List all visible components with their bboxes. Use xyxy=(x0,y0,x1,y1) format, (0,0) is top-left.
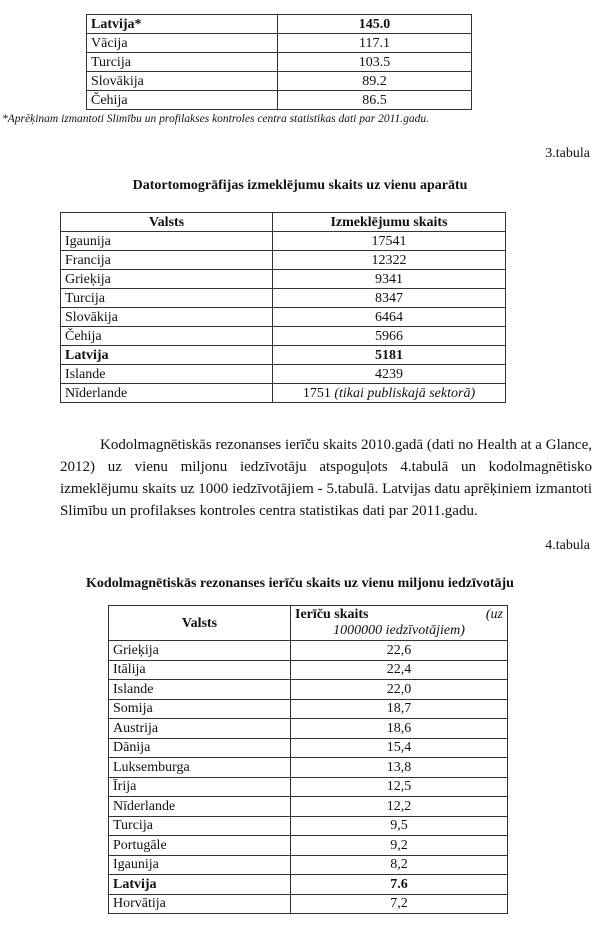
value: 7.6 xyxy=(390,876,408,892)
table-row xyxy=(109,836,508,856)
table-row xyxy=(61,289,506,308)
value: 86.5 xyxy=(362,92,387,108)
table-2-continued xyxy=(86,14,472,110)
value-cell xyxy=(273,365,506,384)
country-cell: Čehija xyxy=(61,327,273,346)
header-country: Valsts xyxy=(61,213,273,232)
table-row xyxy=(61,270,506,289)
value-cell xyxy=(291,816,508,836)
country-cell: Islande xyxy=(61,365,273,384)
country-cell: Slovākija xyxy=(61,308,273,327)
table-row xyxy=(109,699,508,719)
table-row xyxy=(87,91,472,110)
header-count-label: Ierīču skaits xyxy=(295,607,369,622)
country-cell: Luksemburga xyxy=(109,758,291,778)
table-row xyxy=(87,72,472,91)
value-cell xyxy=(273,232,506,251)
value: 5181 xyxy=(375,347,403,363)
country-cell: Īrija xyxy=(109,777,291,797)
table-4-title: Kodolmagnētiskās rezonanses ierīču skaits uz vienu miljonu iedzīvotāju xyxy=(86,576,514,591)
country-cell: Turcija xyxy=(61,289,273,308)
value-cell xyxy=(291,699,508,719)
value-cell xyxy=(291,660,508,680)
value-cell xyxy=(291,719,508,739)
table-row xyxy=(61,327,506,346)
value: 13,8 xyxy=(386,759,412,775)
table-row xyxy=(61,346,506,365)
body-paragraph: Kodolmagnētiskās rezonanses ierīču skaits 2010.gadā (dati no Health at a Glance, 2012) uz vienu miljonu iedzīvotāju atspoguļots 4.tabulā un kodolmagnētisko izmeklējumu skaits uz 1000 iedzīvotājiem - 5.tabulā. Latvijas datu aprēķiniem izmantoti Slimību un profilakses kontroles centra statistikas dati par 2011.gadu. xyxy=(60,437,592,519)
value-cell xyxy=(273,346,506,365)
table-row xyxy=(61,251,506,270)
country-cell: Grieķija xyxy=(61,270,273,289)
value-cell xyxy=(291,875,508,895)
table-row xyxy=(109,855,508,875)
country-cell: Latvija xyxy=(61,346,273,365)
header-unit-b: 1000000 iedzīvotājiem) xyxy=(333,623,465,638)
country-cell: Dānija xyxy=(109,738,291,758)
country-cell: Francija xyxy=(61,251,273,270)
value-cell xyxy=(291,680,508,700)
table-3-title: Datortomogrāfijas izmeklējumu skaits uz vienu aparātu xyxy=(132,178,468,193)
value: 18,6 xyxy=(386,720,412,736)
table-row xyxy=(109,738,508,758)
country-cell: Horvātija xyxy=(109,894,291,914)
country-cell: Turcija xyxy=(87,53,278,72)
value: 17541 xyxy=(371,233,407,249)
country-cell: Turcija xyxy=(109,816,291,836)
value: 5966 xyxy=(375,328,403,344)
value-cell xyxy=(273,308,506,327)
value-cell xyxy=(291,894,508,914)
value-cell xyxy=(273,251,506,270)
country-cell: Čehija xyxy=(87,91,278,110)
table-row xyxy=(61,365,506,384)
value: 6464 xyxy=(375,309,403,325)
value-cell xyxy=(291,758,508,778)
table-row xyxy=(109,680,508,700)
value-note: (tikai publiskajā sektorā) xyxy=(334,385,476,401)
country-cell: Latvija xyxy=(109,875,291,895)
footnote: *Aprēķinam izmantoti Slimību un profilakses kontroles centra statistikas dati par 2011.gadu. xyxy=(2,113,429,125)
value-cell xyxy=(273,289,506,308)
table-row xyxy=(61,308,506,327)
table-row xyxy=(109,816,508,836)
country-cell: Portugāle xyxy=(109,836,291,856)
value-cell xyxy=(291,738,508,758)
table-row xyxy=(109,875,508,895)
value: 89.2 xyxy=(362,73,387,89)
value-cell xyxy=(278,53,472,72)
country-cell: Islande xyxy=(109,680,291,700)
value: 9,5 xyxy=(390,818,408,834)
table-row xyxy=(109,797,508,817)
table-3 xyxy=(60,212,506,403)
value: 22,4 xyxy=(386,662,412,678)
country-cell: Somija xyxy=(109,699,291,719)
table-row xyxy=(109,777,508,797)
value-cell xyxy=(291,777,508,797)
country-cell: Igaunija xyxy=(61,232,273,251)
value-cell xyxy=(273,327,506,346)
table-row xyxy=(61,384,506,403)
value: 22,6 xyxy=(386,642,412,658)
value: 12,5 xyxy=(386,779,412,795)
table-row xyxy=(109,758,508,778)
value: 12322 xyxy=(371,252,407,268)
value: 8347 xyxy=(375,290,403,306)
value: 7,2 xyxy=(390,896,408,912)
value-cell xyxy=(278,15,472,34)
value: 8,2 xyxy=(390,857,408,873)
country-cell: Slovākija xyxy=(87,72,278,91)
value-cell xyxy=(291,836,508,856)
value-cell xyxy=(273,270,506,289)
country-cell: Latvija* xyxy=(87,15,278,34)
value: 145.0 xyxy=(358,16,391,32)
country-cell: Itālija xyxy=(109,660,291,680)
table-row xyxy=(87,15,472,34)
header-country: Valsts xyxy=(109,606,291,641)
value: 18,7 xyxy=(386,701,412,717)
value-cell xyxy=(278,72,472,91)
value-cell xyxy=(291,641,508,661)
value-cell xyxy=(291,855,508,875)
value: 12,2 xyxy=(386,798,412,814)
value: 1751 xyxy=(302,385,331,401)
value: 22,0 xyxy=(386,681,412,697)
table-row xyxy=(87,53,472,72)
table-3-label: 3.tabula xyxy=(545,146,590,161)
value-cell xyxy=(291,797,508,817)
value: 9341 xyxy=(375,271,403,287)
country-cell: Igaunija xyxy=(109,855,291,875)
country-cell: Austrija xyxy=(109,719,291,739)
country-cell: Nīderlande xyxy=(109,797,291,817)
table-row xyxy=(109,719,508,739)
value: 4239 xyxy=(375,366,403,382)
table-4 xyxy=(108,605,508,914)
header-count xyxy=(291,606,508,641)
value: 103.5 xyxy=(358,54,391,70)
country-cell: Vācija xyxy=(87,34,278,53)
header-unit-a: (uz xyxy=(485,607,503,622)
value: 15,4 xyxy=(386,740,412,756)
value-cell xyxy=(273,384,506,403)
table-row xyxy=(61,232,506,251)
header-count: Izmeklējumu skaits xyxy=(273,213,506,232)
value-cell xyxy=(278,91,472,110)
value-cell xyxy=(278,34,472,53)
table-row xyxy=(109,894,508,914)
value: 117.1 xyxy=(359,35,390,51)
country-cell: Grieķija xyxy=(109,641,291,661)
table-4-label: 4.tabula xyxy=(545,538,590,553)
table-row xyxy=(87,34,472,53)
value: 9,2 xyxy=(390,837,408,853)
table-row xyxy=(109,660,508,680)
table-row xyxy=(109,641,508,661)
country-cell: Nīderlande xyxy=(61,384,273,403)
